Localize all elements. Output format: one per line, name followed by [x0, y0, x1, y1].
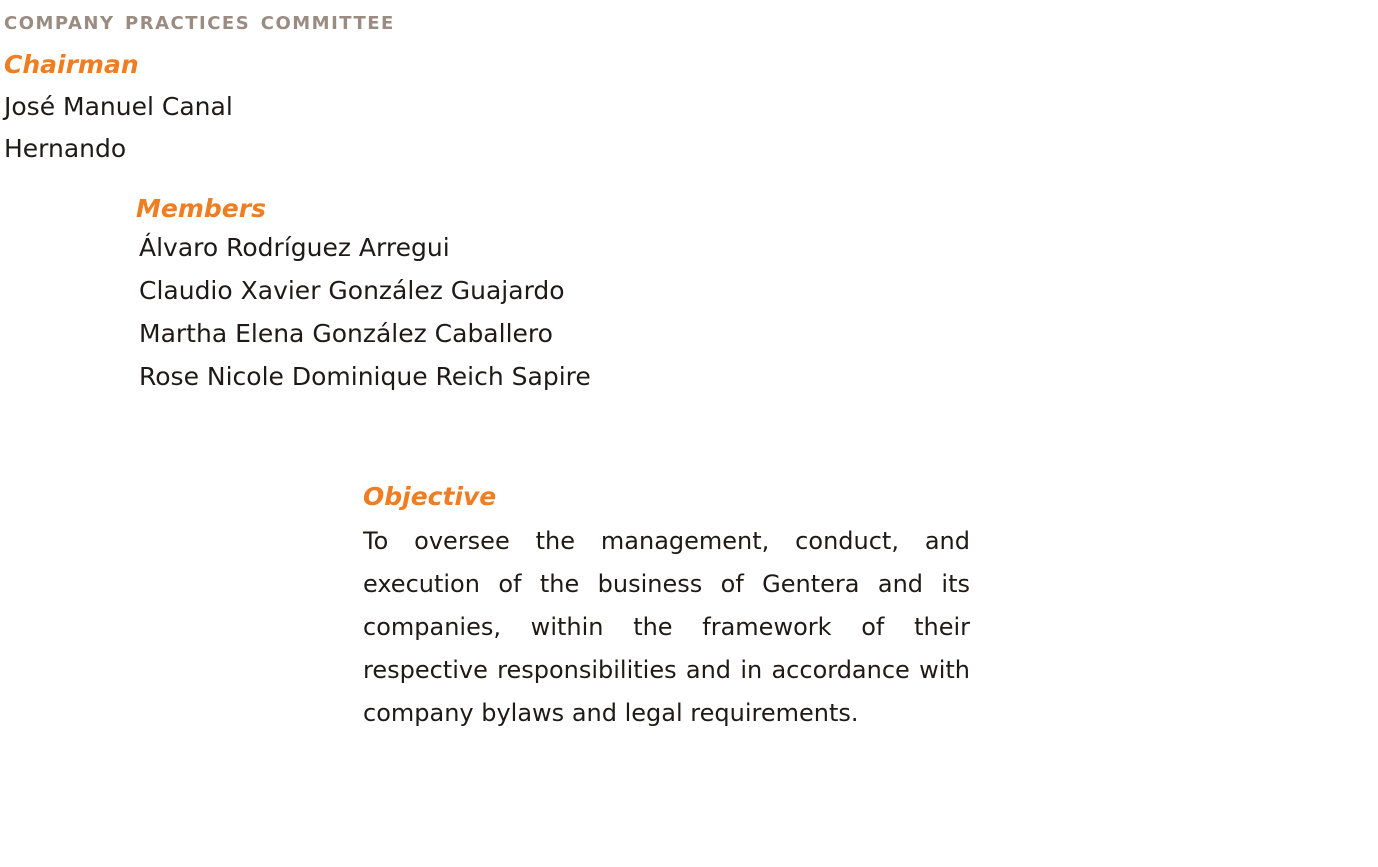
- members-label: Members: [136, 194, 266, 223]
- member-name: Álvaro Rodríguez Arregui: [139, 233, 450, 262]
- objective-text: To oversee the management, conduct, and execution of the business of Gentera and its companies, within the framework of their respective responsibilities and in accordance with company bylaws and legal requirements.: [363, 527, 970, 727]
- chairman-section: [4, 48, 233, 170]
- committee-title: company practices committee: [4, 6, 395, 36]
- objective-label: Objective: [363, 482, 497, 511]
- member-name: Claudio Xavier González Guajardo: [139, 276, 565, 305]
- chairman-name-line-2: Hernando: [4, 134, 127, 163]
- objective-section: [363, 480, 970, 735]
- chairman-label: Chairman: [4, 50, 139, 79]
- chairman-name-line-1: José Manuel Canal: [4, 92, 233, 121]
- member-name: Rose Nicole Dominique Reich Sapire: [139, 362, 591, 391]
- member-name: Martha Elena González Caballero: [139, 319, 553, 348]
- members-section: [136, 192, 591, 398]
